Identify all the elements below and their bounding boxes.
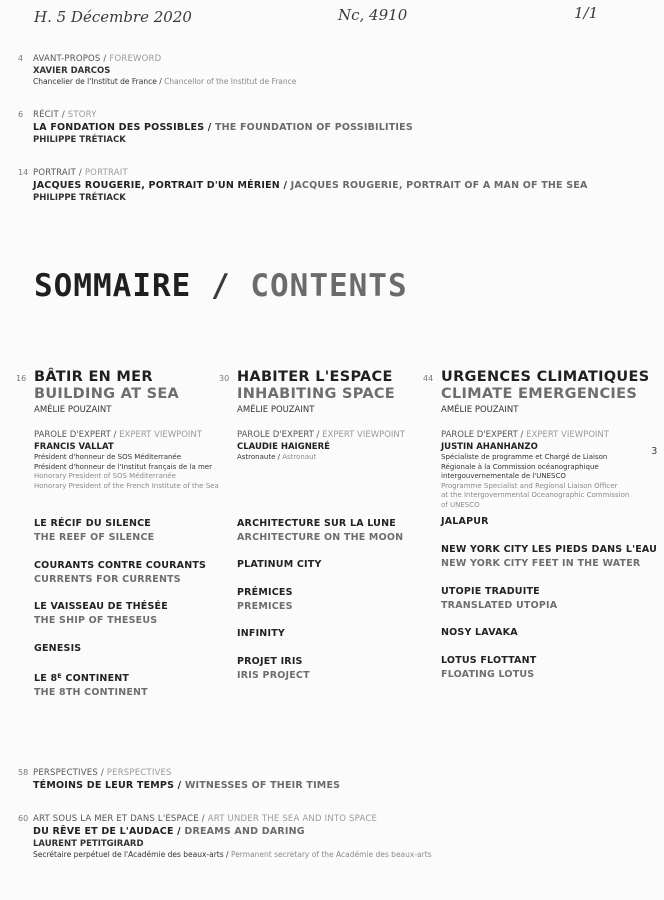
list-item: GENESIS xyxy=(34,643,82,654)
handwritten-reference: Nc, 4910 xyxy=(338,6,408,24)
section-page-number: 30 xyxy=(219,374,230,383)
list-item: UTOPIE TRADUITE TRANSLATED UTOPIA xyxy=(441,586,558,611)
toc-entry-foreword xyxy=(18,53,296,87)
entry-title: DU RÊVE ET DE L'AUDACE / DREAMS AND DARING xyxy=(33,826,305,837)
entry-page-number: 6 xyxy=(18,110,24,119)
toc-entry-portrait xyxy=(18,167,588,204)
section-title-en: BUILDING AT SEA xyxy=(34,386,180,402)
entry-author-role: Secrétaire perpétuel de l'Académie des beaux-arts / Permanent secretary of the Académie des beaux-arts xyxy=(33,850,432,859)
list-item: PLATINUM CITY xyxy=(237,559,322,570)
expert-viewpoint: PAROLE D'EXPERT / EXPERT VIEWPOINT FRANCIS VALLAT Président d'honneur de SOS Méditerranée Président d'honneur de l'Institut français de la mer Honorary President of SOS Méditerranée Honorary President of the French Institute of the Sea xyxy=(34,430,234,491)
entry-category: RÉCIT / STORY xyxy=(33,110,97,120)
expert-name: CLAUDIE HAIGNERÉ xyxy=(237,442,330,452)
list-item: COURANTS CONTRE COURANTS CURRENTS FOR CURRENTS xyxy=(34,560,207,585)
handwritten-date: H. 5 Décembre 2020 xyxy=(34,8,192,26)
list-item: NEW YORK CITY LES PIEDS DANS L'EAU NEW YORK CITY FEET IN THE WATER xyxy=(441,544,658,569)
toc-entry-story xyxy=(18,109,413,146)
section-title: BÂTIR EN MER xyxy=(34,369,153,385)
list-item: PROJET IRIS IRIS PROJECT xyxy=(237,656,310,681)
entry-author-role: Chancelier de l'Institut de France / Chancellor of the Institut de France xyxy=(33,77,297,86)
page-number: 3 xyxy=(651,446,658,457)
list-item: LE $8^E$ CONTINENT THE 8TH CONTINENT xyxy=(34,672,148,698)
section-title-en: CLIMATE EMERGENCIES xyxy=(441,386,638,402)
list-item: LE RÉCIF DU SILENCE THE REEF OF SILENCE xyxy=(34,518,155,543)
page-title: SOMMAIRE / CONTENTS xyxy=(34,268,408,304)
section-column-inhabiting-space xyxy=(219,368,437,463)
entry-title: TÉMOINS DE LEUR TEMPS / WITNESSES OF THEIR TIMES xyxy=(33,780,341,791)
section-author: AMÉLIE POUZAINT xyxy=(237,405,315,415)
toc-entry-art xyxy=(18,813,432,860)
section-page-number: 44 xyxy=(423,374,434,383)
entry-category: ART SOUS LA MER ET DANS L'ESPACE / ART UNDER THE SEA AND INTO SPACE xyxy=(33,814,378,824)
section-column-climate-emergencies xyxy=(423,368,650,510)
section-author: AMÉLIE POUZAINT xyxy=(34,405,112,415)
entry-title: LA FONDATION DES POSSIBLES / THE FOUNDATION OF POSSIBILITIES xyxy=(33,122,413,133)
expert-name: JUSTIN AHANHANZO xyxy=(441,442,538,452)
entry-author: LAURENT PETITGIRARD xyxy=(33,839,144,849)
section-author: AMÉLIE POUZAINT xyxy=(441,405,519,415)
expert-name: FRANCIS VALLAT xyxy=(34,442,114,452)
section-page-number: 16 xyxy=(16,374,27,383)
handwritten-folio: 1/1 xyxy=(574,4,599,22)
list-item: NOSY LAVAKA xyxy=(441,627,518,638)
section-title-en: INHABITING SPACE xyxy=(237,386,396,402)
section-title: URGENCES CLIMATIQUES xyxy=(441,369,650,385)
list-item: ARCHITECTURE SUR LA LUNE ARCHITECTURE ON THE MOON xyxy=(237,518,404,543)
expert-viewpoint: PAROLE D'EXPERT / EXPERT VIEWPOINT CLAUDIE HAIGNERÉ Astronaute / Astronaut xyxy=(237,430,437,463)
entry-author: PHILIPPE TRÉTIACK xyxy=(33,193,126,203)
entry-page-number: 60 xyxy=(18,814,29,823)
entry-title: JACQUES ROUGERIE, PORTRAIT D'UN MÉRIEN / JACQUES ROUGERIE, PORTRAIT OF A MAN OF THE SEA xyxy=(33,180,588,191)
list-item: PRÉMICES PREMICES xyxy=(237,587,293,612)
section-column-building-at-sea xyxy=(16,368,234,491)
toc-entry-perspectives xyxy=(18,767,340,792)
list-item: LE VAISSEAU DE THÉSÉE THE SHIP OF THESEUS xyxy=(34,601,168,626)
entry-category: PERSPECTIVES / PERSPECTIVES xyxy=(33,768,172,778)
list-item: INFINITY xyxy=(237,628,285,639)
entry-page-number: 14 xyxy=(18,168,29,177)
entry-category: AVANT-PROPOS / FOREWORD xyxy=(33,54,162,64)
entry-author: XAVIER DARCOS xyxy=(33,66,111,76)
entry-page-number: 4 xyxy=(18,54,24,63)
section-title: HABITER L'ESPACE xyxy=(237,369,393,385)
entry-category: PORTRAIT / PORTRAIT xyxy=(33,168,128,178)
list-item: LOTUS FLOTTANT FLOATING LOTUS xyxy=(441,655,537,680)
entry-page-number: 58 xyxy=(18,768,29,777)
expert-viewpoint: PAROLE D'EXPERT / EXPERT VIEWPOINT JUSTIN AHANHANZO Spécialiste de programme et Chargé de Liaison Régionale à la Commission océanographique intergouvernementale de l'UNESCO Programme Specialist and Regional Liaison Officer at the Intergovernmental Oceanographic Commission of UNESCO xyxy=(441,430,641,510)
list-item: JALAPUR xyxy=(441,516,489,527)
entry-author: PHILIPPE TRÉTIACK xyxy=(33,135,126,145)
